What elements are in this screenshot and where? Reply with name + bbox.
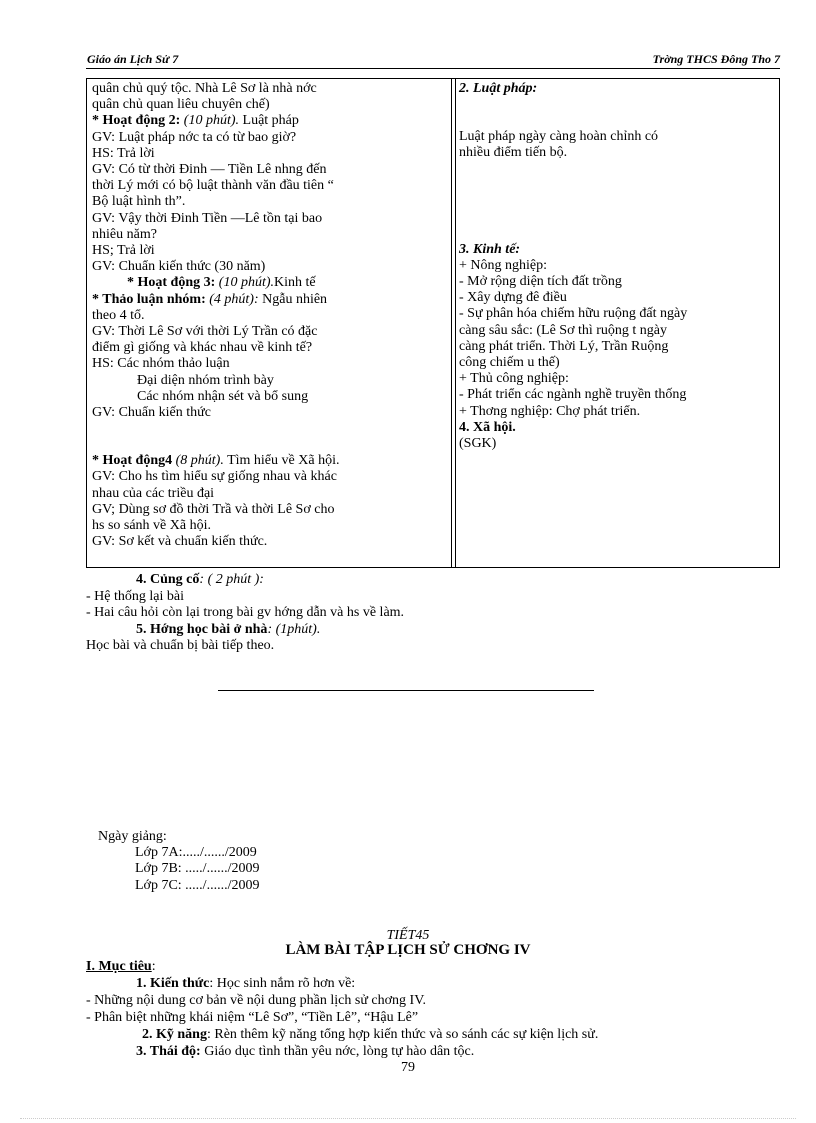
consolidation-text: 5. Hớng học bài ở nhà [136, 621, 268, 637]
table-right-text: - Xây dựng đê điều [459, 290, 567, 306]
objectives-text: : Học sinh nắm rõ hơn về: [209, 976, 356, 991]
page-number: 79 [401, 1060, 415, 1075]
consolidation-line [86, 622, 404, 639]
objectives-line [86, 1009, 598, 1026]
objectives-text: : [151, 959, 156, 974]
objectives-line [86, 975, 598, 992]
table-right-line [459, 162, 777, 178]
table-right-line [459, 355, 777, 371]
date-7a: Lớp 7A:...../....../2009 [135, 845, 257, 861]
table-divider-2 [455, 79, 456, 567]
table-left-text: nhiêu năm? [92, 226, 157, 242]
table-left-text: nhau của các triều đại [92, 485, 215, 501]
section-rule [218, 690, 594, 691]
dates-label: Ngày giảng: [98, 829, 167, 844]
consolidation-text: : ( 2 phút ): [199, 572, 264, 587]
table-left-text: GV: Sơ kết và chuẩn kiến thức. [92, 534, 268, 550]
objectives-line [86, 1026, 598, 1043]
lesson-table [86, 78, 780, 568]
table-left-line [92, 81, 447, 97]
table-left-text: quân chủ quan liêu chuyên chế) [92, 97, 270, 113]
table-right-text: + Nông nghiệp: [459, 257, 547, 273]
consolidation-line [86, 638, 404, 655]
table-left-text: điểm gì giống và khác nhau về kinh tế? [92, 340, 313, 356]
table-right-line [459, 371, 777, 387]
table-left-line [92, 162, 447, 178]
table-right-line [459, 290, 777, 306]
lesson-title: LÀM BÀI TẬP LỊCH SỬ CHƠNG IV [285, 942, 531, 958]
table-left-text: HS: Các nhóm thảo luận [92, 356, 230, 372]
table-right-line [459, 81, 777, 97]
table-right-line [459, 339, 777, 355]
table-left-text: GV: Luật pháp nớc ta có từ bao giờ? [92, 129, 297, 145]
table-left-line [92, 405, 447, 421]
objectives-text: : Rèn thêm kỹ năng tổng hợp kiến thức và so sánh các sự kiện lịch sử. [206, 1027, 599, 1042]
table-left-text: (4 phút): [205, 291, 259, 307]
table-right-text: - Sự phân hóa chiếm hữu ruộng đất ngày [459, 306, 688, 322]
table-left-line [92, 502, 447, 518]
date-7b: Lớp 7B: ...../....../2009 [135, 861, 260, 877]
table-left-text: (10 phút). [215, 275, 275, 291]
table-left-text: thời Lý mới có bộ luật thành văn đầu tiên “ [92, 178, 334, 194]
table-left-text: Các nhóm nhận sét và bổ sung [137, 388, 309, 404]
page-footer-line [20, 1118, 796, 1119]
table-right-line [459, 436, 777, 452]
table-left-text: quân chủ quý tộc. Nhà Lê Sơ là nhà nớc [92, 81, 317, 96]
table-left-column [92, 81, 447, 550]
table-left-text: Ngẫu nhiên [258, 291, 328, 307]
consolidation-text: Học bài và chuẩn bị bài tiếp theo. [86, 638, 275, 653]
table-left-text: Bộ luật hình th”. [92, 194, 186, 210]
objectives-text: Giáo dục tình thần yêu nớc, lòng tự hào dân tộc. [200, 1044, 475, 1059]
table-right-line [459, 404, 777, 420]
header-right: Trờng THCS Đông Tho 7 [652, 52, 780, 66]
table-left-line [92, 486, 447, 502]
objectives-text: 3. Thái độ: [136, 1044, 201, 1059]
table-left-line [92, 146, 447, 162]
table-right-text: + Thủ công nghiệp: [459, 371, 569, 387]
objectives-text: I. Mục tiêu [86, 959, 152, 974]
table-left-text: (10 phút). [180, 113, 240, 129]
date-7c: Lớp 7C: ...../....../2009 [135, 877, 260, 893]
table-right-text: càng sâu sắc: (Lê Sơ thì ruộng t ngày [459, 322, 668, 338]
lesson-number: TIẾT45 [386, 928, 430, 943]
table-left-text: * Hoạt động 2: [92, 113, 181, 129]
consolidation-text: - Hệ thống lại bài [86, 588, 184, 604]
table-left-line [92, 275, 447, 291]
table-left-line [92, 194, 447, 210]
table-left-line [92, 130, 447, 146]
consolidation-text: 4. Củng cố [136, 572, 200, 587]
objectives-text: - Những nội dung cơ bản về nội dung phần lịch sử chơng IV. [86, 993, 427, 1008]
table-left-text: * Hoạt động 3: [127, 275, 216, 291]
table-right-text: nhiều điểm tiến bộ. [459, 145, 568, 161]
consolidation-text: - Hai câu hỏi còn lại trong bài gv hớng dẫn và hs về làm. [86, 605, 405, 620]
table-left-line [92, 373, 447, 389]
table-right-line [459, 420, 777, 436]
table-left-line [92, 356, 447, 372]
table-left-text: (8 phút). [172, 453, 224, 469]
table-left-text: HS: Trả lời [92, 145, 155, 161]
table-left-line [92, 227, 447, 243]
table-left-text: GV: Chuẩn kiến thức (30 năm) [92, 259, 266, 275]
table-left-text: Luật pháp [239, 113, 299, 129]
objectives-line [86, 992, 598, 1009]
consolidation-text: : (1phút). [267, 621, 321, 637]
table-left-text: GV: Vậy thời Đinh Tiền —Lê tồn tại bao [92, 210, 323, 226]
table-left-line [92, 437, 447, 453]
table-right-text: - Mở rộng diện tích đất trồng [459, 274, 622, 290]
table-right-line [459, 274, 777, 290]
table-left-line [92, 534, 447, 550]
table-left-text: GV; Dùng sơ đồ thời Trầ và thời Lê Sơ cho [92, 501, 335, 517]
table-right-text: càng phát triển. Thời Lý, Trần Ruộng [459, 338, 669, 354]
table-right-line [459, 226, 777, 242]
objectives-line [86, 958, 598, 975]
table-left-line [92, 421, 447, 437]
table-right-text: Luật pháp ngày càng hoàn chỉnh có [459, 129, 659, 145]
table-left-line [92, 518, 447, 534]
table-right-line [459, 323, 777, 339]
table-right-text: 3. Kinh tế: [459, 241, 521, 257]
table-right-line [459, 113, 777, 129]
table-left-line [92, 292, 447, 308]
table-right-line [459, 97, 777, 113]
table-left-line [92, 469, 447, 485]
teaching-dates [98, 829, 259, 894]
table-left-line [92, 308, 447, 324]
objectives-text: 1. Kiến thức [136, 976, 210, 991]
table-left-text: GV: Chuẩn kiến thức [92, 405, 211, 421]
table-left-text: GV: Cho hs tìm hiểu sự giống nhau và khác [92, 469, 337, 485]
objectives-line [86, 1043, 598, 1060]
objectives-text: - Phân biệt những khái niệm “Lê Sơ”, “Tiền Lê”, “Hậu Lê” [86, 1010, 419, 1025]
table-left-line [92, 243, 447, 259]
table-left-text: * Thảo luận nhóm: [92, 291, 206, 307]
table-right-text: 2. Luật pháp: [459, 81, 538, 96]
table-left-line [92, 453, 447, 469]
table-left-text: HS; Trả lời [92, 243, 155, 259]
table-right-line [459, 129, 777, 145]
consolidation-line [86, 589, 404, 606]
table-left-line [92, 97, 447, 113]
table-right-text: - Phát triển các ngành nghề truyền thống [459, 387, 687, 403]
table-right-column [459, 81, 777, 452]
objectives-text: 2. Kỹ năng [142, 1027, 207, 1042]
consolidation-line [86, 572, 404, 589]
table-right-line [459, 178, 777, 194]
table-right-line [459, 194, 777, 210]
table-right-text: + Thơng nghiệp: Chợ phát triển. [459, 403, 641, 419]
table-left-text: hs so sánh về Xã hội. [92, 518, 211, 534]
table-right-line [459, 306, 777, 322]
table-right-text: 4. Xã hội. [459, 419, 516, 435]
table-right-text: công chiếm u thế) [459, 355, 560, 371]
header-left: Giáo án Lịch Sử 7 [87, 52, 179, 66]
table-left-text: Đại diện nhóm trình bày [137, 372, 274, 388]
table-left-text: Tìm hiểu về Xã hội. [223, 453, 340, 469]
table-left-line [92, 113, 447, 129]
table-left-line [92, 211, 447, 227]
table-divider [451, 79, 452, 567]
table-left-line [92, 178, 447, 194]
table-right-line [459, 242, 777, 258]
header-rule [86, 68, 780, 69]
table-right-line [459, 145, 777, 161]
table-left-line [92, 389, 447, 405]
objectives-section [86, 958, 598, 1060]
consolidation-line [86, 605, 404, 622]
table-left-line [92, 259, 447, 275]
table-right-line [459, 210, 777, 226]
table-left-text: Kinh tế [274, 275, 316, 291]
table-right-line [459, 387, 777, 403]
table-left-text: * Hoạt động4 [92, 453, 173, 469]
table-left-text: theo 4 tổ. [92, 307, 145, 323]
table-left-text: GV: Có từ thời Đinh — Tiền Lê nhng đến [92, 162, 327, 178]
table-left-text: GV: Thời Lê Sơ với thời Lý Trần có đặc [92, 324, 318, 340]
table-right-line [459, 258, 777, 274]
table-right-text: (SGK) [459, 436, 497, 452]
table-left-line [92, 324, 447, 340]
consolidation-section [86, 572, 404, 655]
table-left-line [92, 340, 447, 356]
